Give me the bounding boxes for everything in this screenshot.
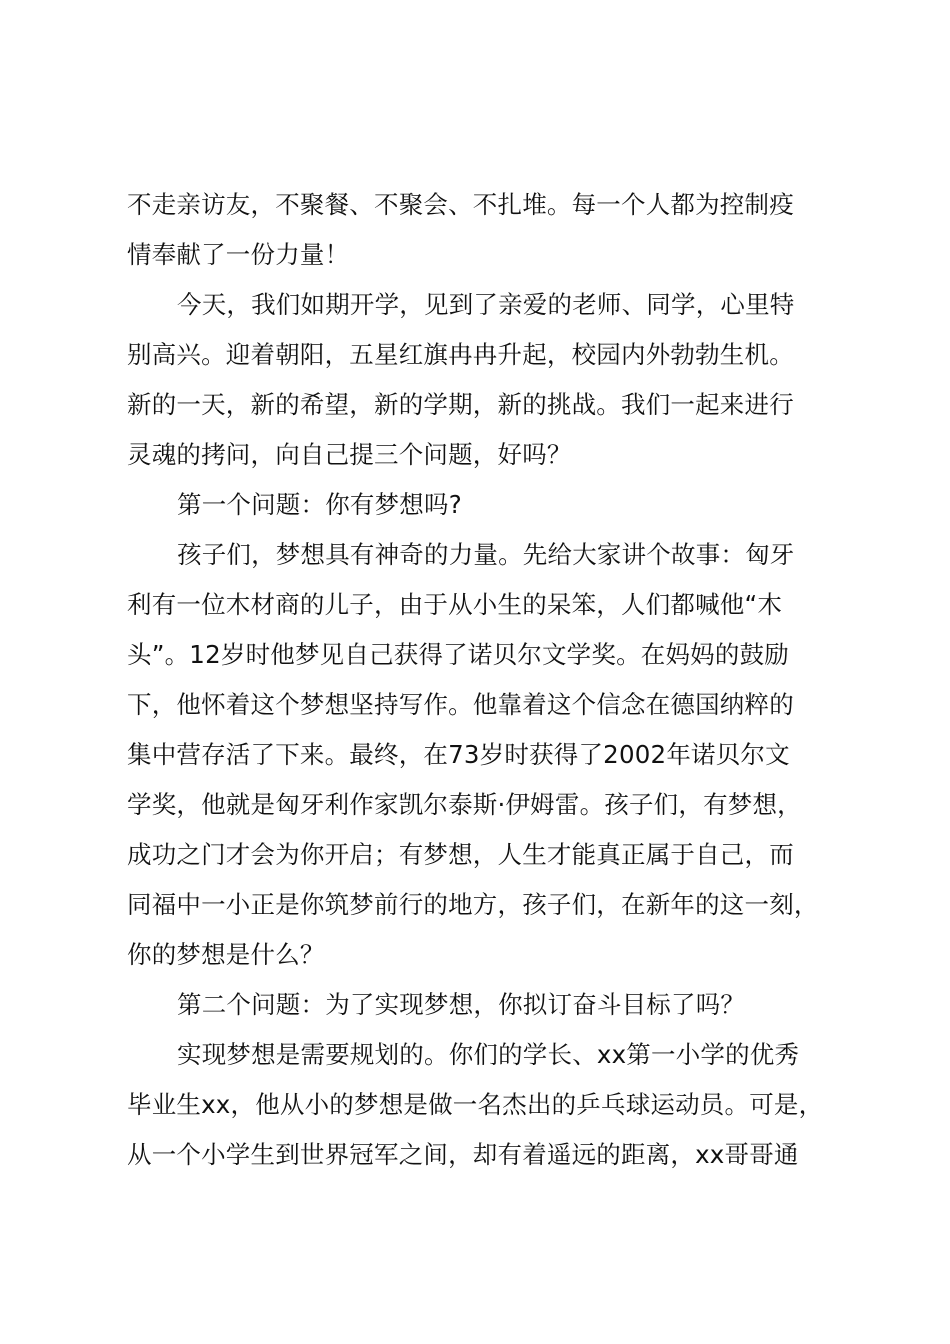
text-line: 别高兴。迎着朝阳，五星红旗冉冉升起，校园内外勃勃生机。 <box>127 340 794 369</box>
text-line: 情奉献了一份力量！ <box>127 240 350 269</box>
text-line: 集中营存活了下来。最终，在73岁时获得了2002年诺贝尔文 <box>127 740 790 769</box>
text-line: 从一个小学生到世界冠军之间，却有着遥远的距离，xx哥哥通 <box>127 1140 799 1169</box>
text-line: 你的梦想是什么？ <box>127 940 325 969</box>
question-heading-1: 第一个问题：你有梦想吗? <box>177 490 462 519</box>
text-line: 不走亲访友，不聚餐、不聚会、不扎堆。每一个人都为控制疫 <box>127 190 794 219</box>
text-line: 头”。12岁时他梦见自己获得了诺贝尔文学奖。在妈妈的鼓励 <box>127 640 789 669</box>
paragraph-first-line: 孩子们，梦想具有神奇的力量。先给大家讲个故事：匈牙 <box>177 540 795 569</box>
text-line: 利有一位木材商的儿子，由于从小生的呆笨，人们都喊他“木 <box>127 590 783 619</box>
text-line: 毕业生xx，他从小的梦想是做一名杰出的乒乓球运动员。可是， <box>127 1090 824 1119</box>
text-line: 学奖，他就是匈牙利作家凯尔泰斯·伊姆雷。孩子们，有梦想， <box>127 790 802 819</box>
paragraph-first-line: 今天，我们如期开学，见到了亲爱的老师、同学，心里特 <box>177 290 795 319</box>
paragraph-first-line: 实现梦想是需要规划的。你们的学长、xx第一小学的优秀 <box>177 1040 800 1069</box>
text-line: 灵魂的拷问，向自己提三个问题，好吗？ <box>127 440 572 469</box>
text-line: 新的一天，新的希望，新的学期，新的挑战。我们一起来进行 <box>127 390 794 419</box>
question-heading-2: 第二个问题：为了实现梦想，你拟订奋斗目标了吗？ <box>177 990 746 1019</box>
document-body <box>127 180 847 1180</box>
text-line: 同福中一小正是你筑梦前行的地方，孩子们，在新年的这一刻， <box>127 890 819 919</box>
text-line: 下，他怀着这个梦想坚持写作。他靠着这个信念在德国纳粹的 <box>127 690 794 719</box>
text-line: 成功之门才会为你开启；有梦想，人生才能真正属于自己，而 <box>127 840 794 869</box>
